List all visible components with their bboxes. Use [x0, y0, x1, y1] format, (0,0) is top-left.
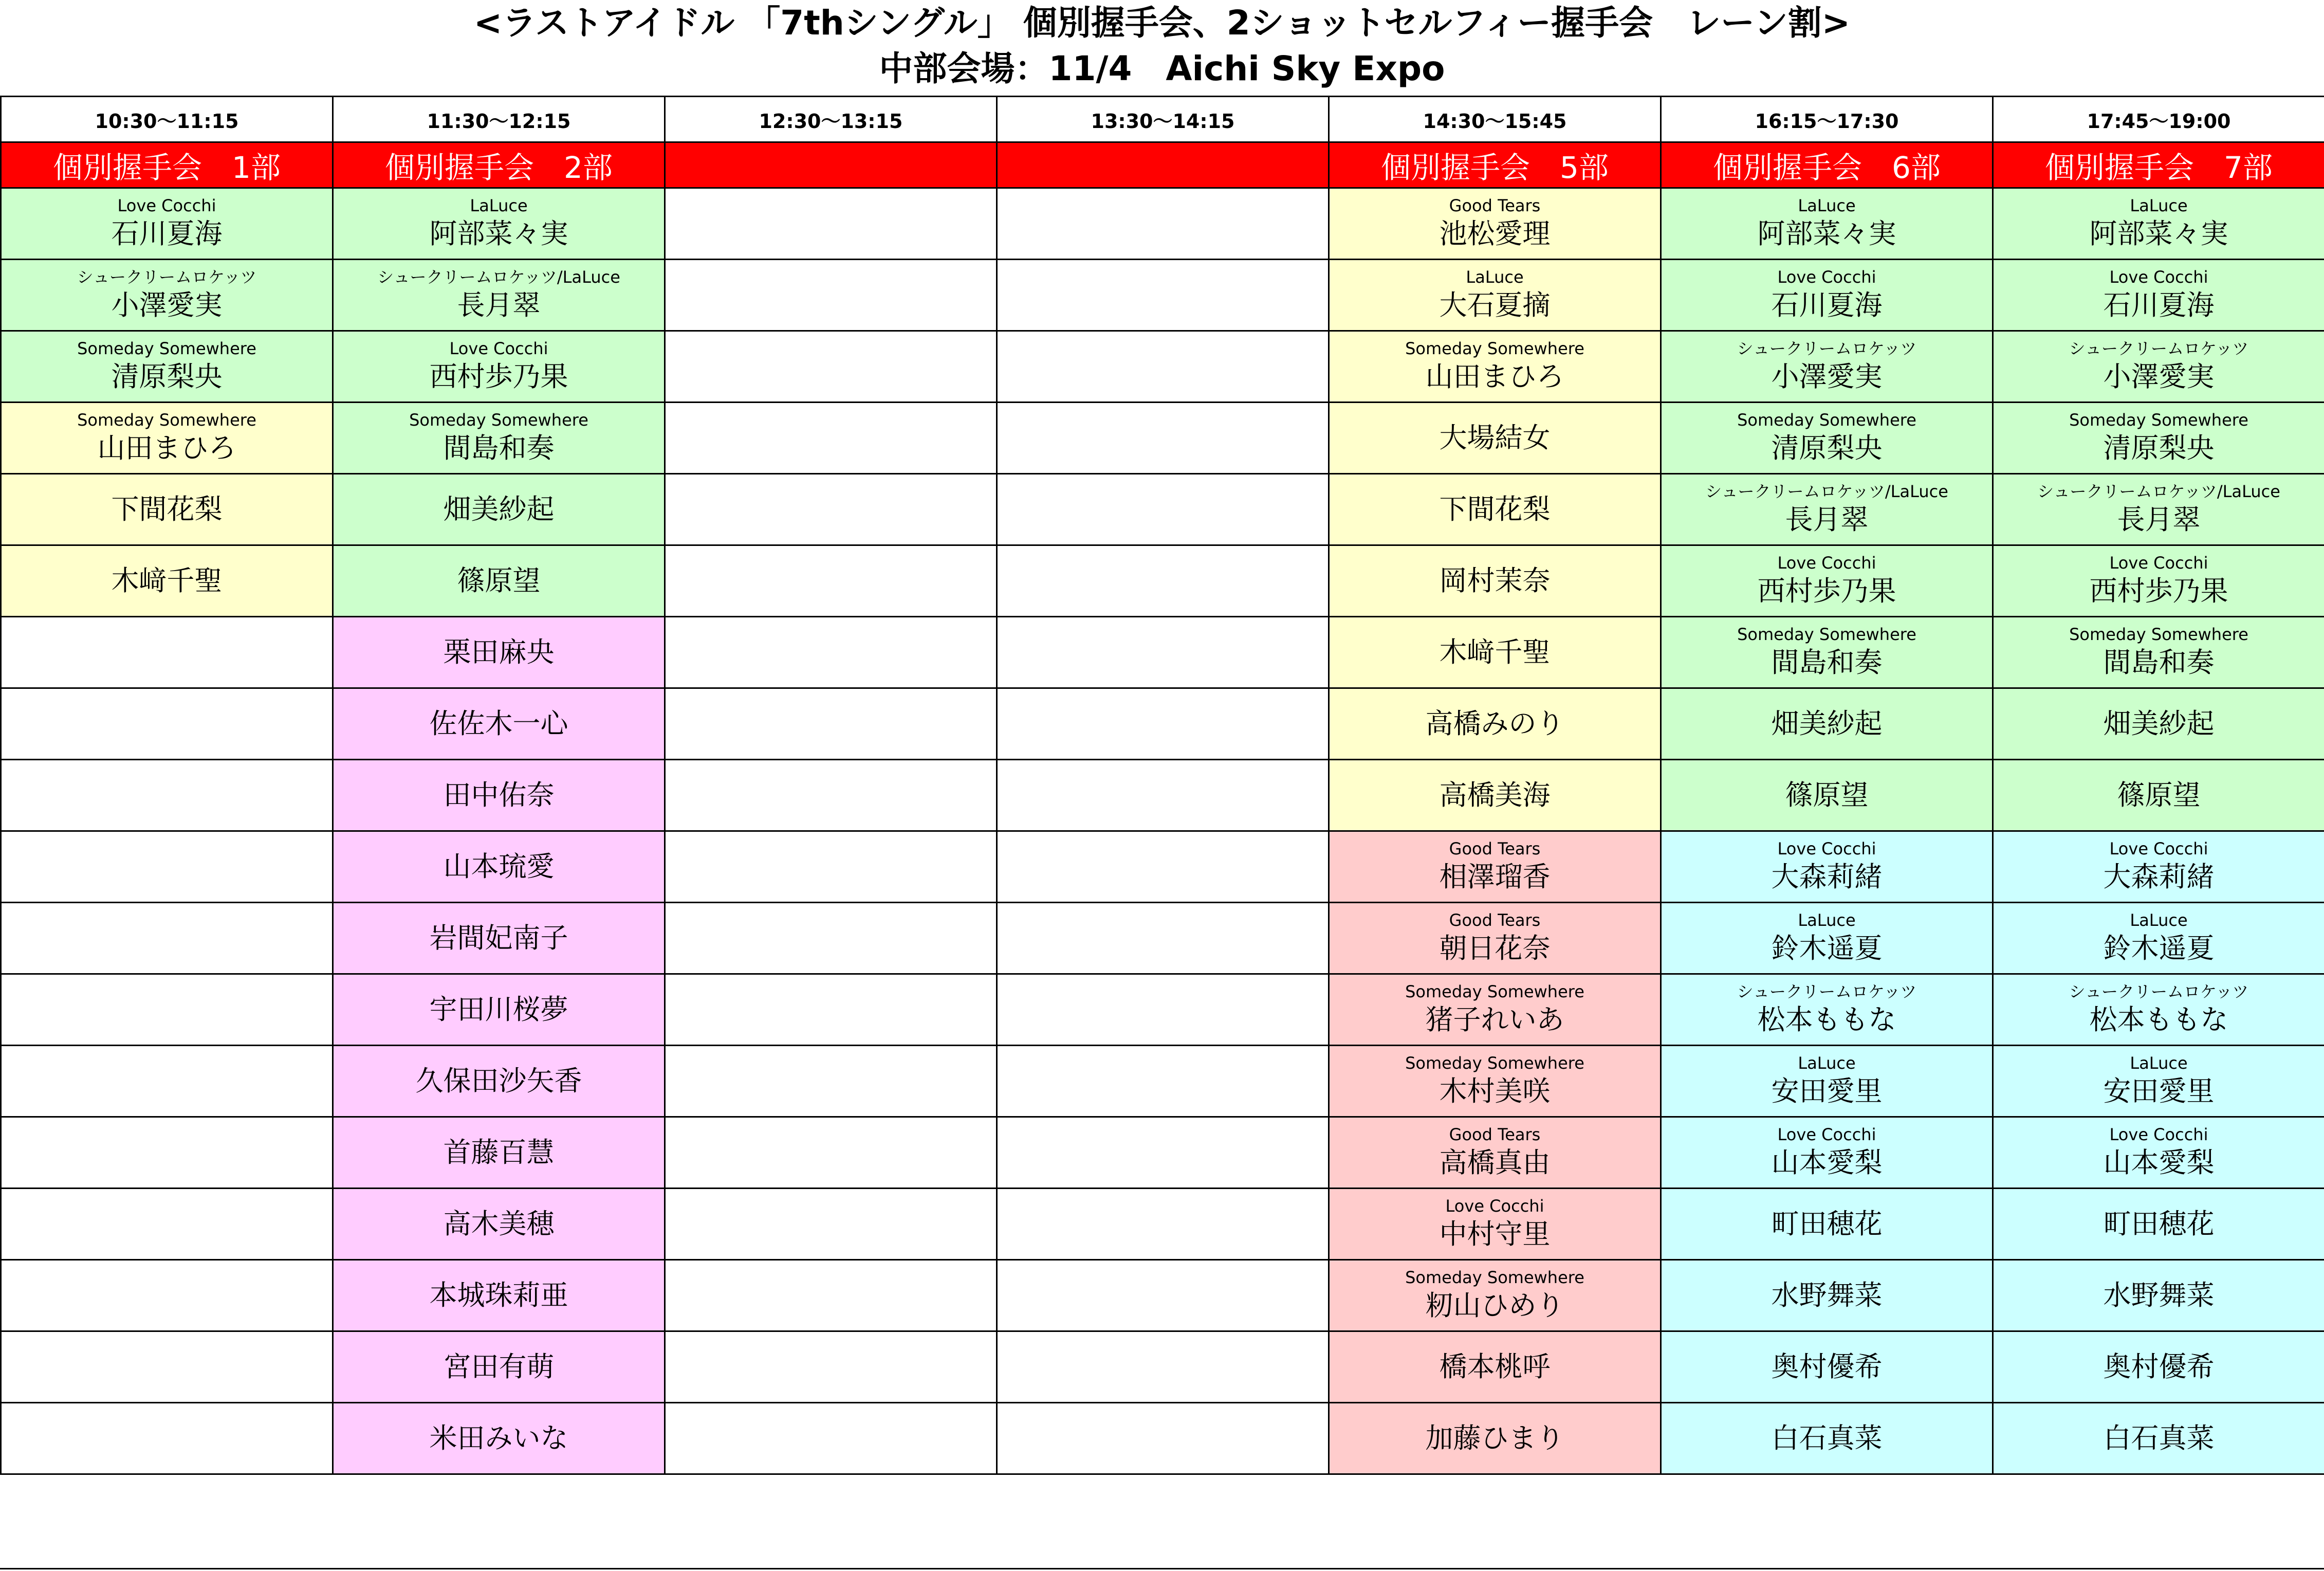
lane-cell: [665, 1331, 997, 1403]
lane-row: [1, 188, 2324, 260]
lane-cell: [1993, 1117, 2324, 1189]
lane-cell: [333, 760, 665, 831]
lane-cell: [1329, 831, 1661, 903]
member-name: 篠原望: [2117, 779, 2201, 811]
group-label: Someday Somewhere: [1405, 982, 1584, 1001]
group-label: Someday Somewhere: [1737, 410, 1916, 430]
group-label: LaLuce: [1798, 1053, 1856, 1073]
member-name: 加藤ひまり: [1425, 1422, 1564, 1454]
lane-cell: [1329, 188, 1661, 260]
group-label: Love Cocchi: [1777, 1125, 1876, 1144]
session-header: 個別握手会 2部: [333, 142, 665, 188]
lane-cell: [665, 545, 997, 617]
member-name: 石川夏海: [1771, 289, 1883, 321]
lane-cell: [1329, 688, 1661, 760]
member-name: 小澤愛実: [111, 289, 223, 321]
lane-cell: [1993, 1331, 2324, 1403]
lane-cell: [333, 974, 665, 1046]
lane-cell: [665, 1117, 997, 1189]
lane-cell: [665, 474, 997, 545]
member-name: 畑美紗起: [2103, 707, 2215, 740]
lane-cell: [665, 903, 997, 974]
lane-cell: [665, 831, 997, 903]
group-label: シュークリームロケッツ/LaLuce: [1705, 482, 1948, 501]
lane-cell: [997, 1046, 1329, 1117]
member-name: 阿部菜々実: [2089, 217, 2228, 250]
member-name: 相澤瑠香: [1439, 861, 1551, 893]
group-label: Someday Somewhere: [1405, 1268, 1584, 1287]
lane-cell: [1661, 331, 1993, 403]
member-name: 松本ももな: [1757, 1003, 1896, 1036]
member-name: 宇田川桜夢: [429, 993, 568, 1026]
lane-row: [1, 260, 2324, 331]
lane-cell: [333, 260, 665, 331]
member-name: 下間花梨: [111, 493, 223, 525]
schedule-body: [1, 97, 2324, 1474]
member-name: 栗田麻央: [443, 636, 555, 668]
group-label: Someday Somewhere: [409, 410, 588, 430]
lane-cell: [1329, 1189, 1661, 1260]
group-label: Someday Somewhere: [77, 339, 256, 358]
lane-cell: [665, 1046, 997, 1117]
lane-cell: [333, 1189, 665, 1260]
lane-cell: [1661, 545, 1993, 617]
member-name: 大森莉緒: [2103, 861, 2215, 893]
lane-cell: [1993, 545, 2324, 617]
lane-cell: [1661, 403, 1993, 474]
lane-cell: [997, 188, 1329, 260]
member-name: 大石夏摘: [1439, 289, 1551, 321]
lane-cell: [1993, 1046, 2324, 1117]
group-label: Love Cocchi: [1777, 267, 1876, 287]
lane-cell: [1993, 903, 2324, 974]
lane-cell: [997, 1260, 1329, 1331]
lane-cell: [1, 474, 333, 545]
lane-cell: [997, 545, 1329, 617]
lane-row: [1, 474, 2324, 545]
lane-cell: [1993, 260, 2324, 331]
member-name: 山本愛梨: [2103, 1146, 2215, 1179]
lane-schedule-table: [0, 96, 2324, 1475]
group-label: Someday Somewhere: [1405, 1053, 1584, 1073]
session-header-row: [1, 142, 2324, 188]
group-label: Good Tears: [1449, 196, 1541, 215]
member-name: 高木美穂: [443, 1208, 555, 1240]
group-label: LaLuce: [470, 196, 528, 215]
lane-cell: [997, 831, 1329, 903]
member-name: 山本琉愛: [443, 850, 555, 883]
lane-cell: [1661, 260, 1993, 331]
lane-row: [1, 617, 2324, 688]
lane-cell: [997, 1403, 1329, 1474]
lane-cell: [997, 903, 1329, 974]
member-name: 畑美紗起: [443, 493, 555, 525]
lane-cell: [1329, 403, 1661, 474]
member-name: 奥村優希: [2103, 1350, 2215, 1383]
lane-cell: [1329, 1331, 1661, 1403]
lane-cell: [1661, 1117, 1993, 1189]
member-name: 小澤愛実: [1771, 360, 1883, 393]
lane-cell: [1, 545, 333, 617]
group-label: LaLuce: [1798, 196, 1856, 215]
lane-cell: [1993, 403, 2324, 474]
lane-row: [1, 1117, 2324, 1189]
lane-cell: [1, 1331, 333, 1403]
member-name: 高橋美海: [1439, 779, 1551, 811]
member-name: 本城珠莉亜: [429, 1279, 568, 1311]
lane-cell: [1329, 760, 1661, 831]
session-header: [665, 142, 997, 188]
lane-row: [1, 1331, 2324, 1403]
lane-cell: [1, 1189, 333, 1260]
lane-cell: [333, 1331, 665, 1403]
member-name: 白石真菜: [2103, 1422, 2215, 1454]
lane-cell: [665, 403, 997, 474]
lane-cell: [1661, 760, 1993, 831]
lane-cell: [1, 1117, 333, 1189]
member-name: 安田愛里: [2103, 1075, 2215, 1107]
member-name: 山田まひろ: [1425, 360, 1564, 393]
lane-cell: [333, 403, 665, 474]
group-label: Love Cocchi: [1445, 1196, 1544, 1216]
lane-cell: [1, 188, 333, 260]
bottom-divider: [0, 1568, 2324, 1569]
group-label: Someday Somewhere: [1405, 339, 1584, 358]
member-name: 水野舞菜: [1771, 1279, 1883, 1311]
lane-cell: [1661, 617, 1993, 688]
member-name: 大森莉緒: [1771, 861, 1883, 893]
lane-cell: [1661, 903, 1993, 974]
member-name: 奥村優希: [1771, 1350, 1883, 1383]
lane-row: [1, 760, 2324, 831]
member-name: 籾山ひめり: [1425, 1289, 1564, 1322]
lane-cell: [1, 1403, 333, 1474]
lane-cell: [1993, 331, 2324, 403]
lane-cell: [665, 188, 997, 260]
lane-row: [1, 1403, 2324, 1474]
lane-cell: [1993, 831, 2324, 903]
lane-cell: [1993, 974, 2324, 1046]
session-header: 個別握手会 7部: [1993, 142, 2324, 188]
lane-cell: [333, 1117, 665, 1189]
member-name: 石川夏海: [2103, 289, 2215, 321]
member-name: 朝日花奈: [1439, 932, 1551, 964]
lane-cell: [333, 545, 665, 617]
lane-cell: [997, 760, 1329, 831]
member-name: 安田愛里: [1771, 1075, 1883, 1107]
lane-cell: [997, 617, 1329, 688]
member-name: 西村歩乃果: [1757, 575, 1896, 607]
time-slot-header: 13:30～14:15: [997, 97, 1329, 142]
group-label: シュークリームロケッツ: [2069, 982, 2249, 1001]
lane-cell: [997, 331, 1329, 403]
member-name: 田中佑奈: [443, 779, 555, 811]
lane-cell: [1661, 474, 1993, 545]
group-label: LaLuce: [2130, 196, 2188, 215]
member-name: 西村歩乃果: [429, 360, 568, 393]
lane-cell: [1, 617, 333, 688]
member-name: 長月翠: [1785, 503, 1869, 536]
group-label: シュークリームロケッツ: [2069, 339, 2249, 358]
group-label: Love Cocchi: [2109, 267, 2208, 287]
lane-cell: [665, 1260, 997, 1331]
member-name: 長月翠: [2117, 503, 2201, 536]
lane-row: [1, 903, 2324, 974]
lane-cell: [1329, 260, 1661, 331]
member-name: 木村美咲: [1439, 1075, 1551, 1107]
lane-row: [1, 545, 2324, 617]
lane-cell: [1329, 1117, 1661, 1189]
lane-cell: [997, 260, 1329, 331]
time-slot-header: 10:30～11:15: [1, 97, 333, 142]
member-name: 水野舞菜: [2103, 1279, 2215, 1311]
lane-row: [1, 831, 2324, 903]
member-name: 小澤愛実: [2103, 360, 2215, 393]
lane-cell: [1661, 1260, 1993, 1331]
lane-cell: [997, 688, 1329, 760]
lane-cell: [333, 617, 665, 688]
member-name: 清原梨央: [1771, 432, 1883, 464]
member-name: 高橋真由: [1439, 1146, 1551, 1179]
member-name: 宮田有萌: [443, 1350, 555, 1383]
lane-cell: [997, 1331, 1329, 1403]
lane-cell: [997, 403, 1329, 474]
member-name: 阿部菜々実: [429, 217, 568, 250]
member-name: 間島和奏: [1771, 646, 1883, 679]
group-label: Love Cocchi: [1777, 839, 1876, 858]
member-name: 山本愛梨: [1771, 1146, 1883, 1179]
member-name: 松本ももな: [2089, 1003, 2228, 1036]
member-name: 米田みいな: [429, 1422, 568, 1454]
group-label: LaLuce: [1798, 910, 1856, 930]
group-label: Good Tears: [1449, 910, 1541, 930]
group-label: LaLuce: [2130, 910, 2188, 930]
lane-cell: [333, 188, 665, 260]
member-name: 鈴木遥夏: [1771, 932, 1883, 964]
group-label: Someday Somewhere: [1737, 625, 1916, 644]
lane-row: [1, 688, 2324, 760]
group-label: シュークリームロケッツ: [1737, 982, 1917, 1001]
lane-row: [1, 1046, 2324, 1117]
lane-cell: [1993, 1260, 2324, 1331]
lane-cell: [333, 1403, 665, 1474]
group-label: LaLuce: [2130, 1053, 2188, 1073]
lane-cell: [997, 474, 1329, 545]
group-label: Someday Somewhere: [2069, 625, 2248, 644]
member-name: 長月翠: [457, 289, 541, 321]
member-name: 白石真菜: [1771, 1422, 1883, 1454]
time-slot-header: 17:45～19:00: [1993, 97, 2324, 142]
member-name: 岩間妃南子: [429, 922, 568, 954]
time-slot-header: 12:30～13:15: [665, 97, 997, 142]
lane-cell: [333, 331, 665, 403]
member-name: 中村守里: [1439, 1218, 1551, 1250]
lane-row: [1, 331, 2324, 403]
lane-cell: [1661, 188, 1993, 260]
member-name: 町田穂花: [2103, 1208, 2215, 1240]
lane-cell: [1, 831, 333, 903]
lane-cell: [665, 688, 997, 760]
lane-cell: [665, 974, 997, 1046]
lane-cell: [1, 403, 333, 474]
lane-cell: [997, 974, 1329, 1046]
lane-cell: [1993, 617, 2324, 688]
lane-cell: [665, 617, 997, 688]
lane-cell: [1, 903, 333, 974]
member-name: 高橋みのり: [1425, 707, 1564, 740]
group-label: Good Tears: [1449, 839, 1541, 858]
lane-cell: [1329, 1260, 1661, 1331]
lane-cell: [1329, 903, 1661, 974]
lane-cell: [333, 903, 665, 974]
group-label: Love Cocchi: [117, 196, 216, 215]
session-header: [997, 142, 1329, 188]
lane-cell: [1993, 474, 2324, 545]
page-title: <ラストアイドル 「7thシングル」 個別握手会、2ショットセルフィー握手会 レーン割>: [473, 3, 1851, 43]
lane-row: [1, 403, 2324, 474]
member-name: 西村歩乃果: [2089, 575, 2228, 607]
lane-cell: [1, 760, 333, 831]
lane-cell: [1, 1260, 333, 1331]
group-label: シュークリームロケッツ/LaLuce: [377, 267, 620, 287]
lane-cell: [665, 1189, 997, 1260]
lane-row: [1, 974, 2324, 1046]
member-name: 篠原望: [457, 564, 541, 597]
lane-cell: [1661, 1046, 1993, 1117]
lane-cell: [1, 688, 333, 760]
lane-cell: [665, 331, 997, 403]
lane-cell: [1993, 688, 2324, 760]
group-label: Someday Somewhere: [2069, 410, 2248, 430]
lane-cell: [997, 1117, 1329, 1189]
time-slot-header: 11:30～12:15: [333, 97, 665, 142]
group-label: Love Cocchi: [2109, 839, 2208, 858]
lane-cell: [1993, 188, 2324, 260]
lane-cell: [1993, 1189, 2324, 1260]
lane-cell: [333, 831, 665, 903]
venue-subtitle: 中部会場：11/4 Aichi Sky Expo: [879, 49, 1445, 88]
lane-row: [1, 1189, 2324, 1260]
lane-cell: [1993, 760, 2324, 831]
session-header: 個別握手会 1部: [1, 142, 333, 188]
lane-cell: [1661, 1189, 1993, 1260]
time-slot-header: 14:30～15:45: [1329, 97, 1661, 142]
lane-cell: [1661, 831, 1993, 903]
lane-cell: [1329, 974, 1661, 1046]
lane-cell: [1, 1046, 333, 1117]
member-name: 大場結女: [1439, 422, 1551, 454]
member-name: 間島和奏: [2103, 646, 2215, 679]
member-name: 篠原望: [1785, 779, 1869, 811]
lane-cell: [1329, 474, 1661, 545]
lane-cell: [333, 1260, 665, 1331]
member-name: 鈴木遥夏: [2103, 932, 2215, 964]
lane-cell: [1329, 1046, 1661, 1117]
group-label: シュークリームロケッツ/LaLuce: [2037, 482, 2280, 501]
lane-cell: [1329, 1403, 1661, 1474]
group-label: Love Cocchi: [1777, 553, 1876, 573]
lane-cell: [1329, 545, 1661, 617]
lane-cell: [333, 474, 665, 545]
member-name: 木﨑千聖: [111, 564, 223, 597]
member-name: 間島和奏: [443, 432, 555, 464]
member-name: 阿部菜々実: [1757, 217, 1896, 250]
lane-cell: [665, 1403, 997, 1474]
lane-cell: [333, 1046, 665, 1117]
lane-cell: [333, 688, 665, 760]
group-label: Someday Somewhere: [77, 410, 256, 430]
member-name: 清原梨央: [2103, 432, 2215, 464]
lane-cell: [1, 260, 333, 331]
group-label: シュークリームロケッツ: [77, 267, 257, 287]
lane-row: [1, 1260, 2324, 1331]
lane-cell: [1661, 1403, 1993, 1474]
time-slot-row: [1, 97, 2324, 142]
time-slot-header: 16:15～17:30: [1661, 97, 1993, 142]
lane-cell: [1329, 617, 1661, 688]
member-name: 猪子れいあ: [1425, 1003, 1564, 1036]
group-label: Love Cocchi: [2109, 1125, 2208, 1144]
lane-cell: [1, 331, 333, 403]
member-name: 畑美紗起: [1771, 707, 1883, 740]
member-name: 下間花梨: [1439, 493, 1551, 525]
lane-cell: [997, 1189, 1329, 1260]
lane-cell: [1661, 1331, 1993, 1403]
member-name: 橋本桃呼: [1439, 1350, 1551, 1383]
member-name: 木﨑千聖: [1439, 636, 1551, 668]
member-name: 清原梨央: [111, 360, 223, 393]
member-name: 岡村茉奈: [1439, 564, 1551, 597]
member-name: 町田穂花: [1771, 1208, 1883, 1240]
lane-cell: [665, 260, 997, 331]
group-label: シュークリームロケッツ: [1737, 339, 1917, 358]
lane-cell: [665, 760, 997, 831]
group-label: Love Cocchi: [449, 339, 548, 358]
group-label: Good Tears: [1449, 1125, 1541, 1144]
lane-cell: [1993, 1403, 2324, 1474]
lane-cell: [1661, 974, 1993, 1046]
group-label: Love Cocchi: [2109, 553, 2208, 573]
member-name: 山田まひろ: [97, 432, 236, 464]
lane-cell: [1329, 331, 1661, 403]
session-header: 個別握手会 6部: [1661, 142, 1993, 188]
group-label: LaLuce: [1466, 267, 1524, 287]
member-name: 久保田沙矢香: [415, 1065, 582, 1097]
member-name: 首藤百慧: [443, 1136, 555, 1168]
member-name: 佐佐木一心: [429, 707, 568, 740]
member-name: 池松愛理: [1439, 217, 1551, 250]
member-name: 石川夏海: [111, 217, 223, 250]
lane-cell: [1, 974, 333, 1046]
session-header: 個別握手会 5部: [1329, 142, 1661, 188]
lane-cell: [1661, 688, 1993, 760]
